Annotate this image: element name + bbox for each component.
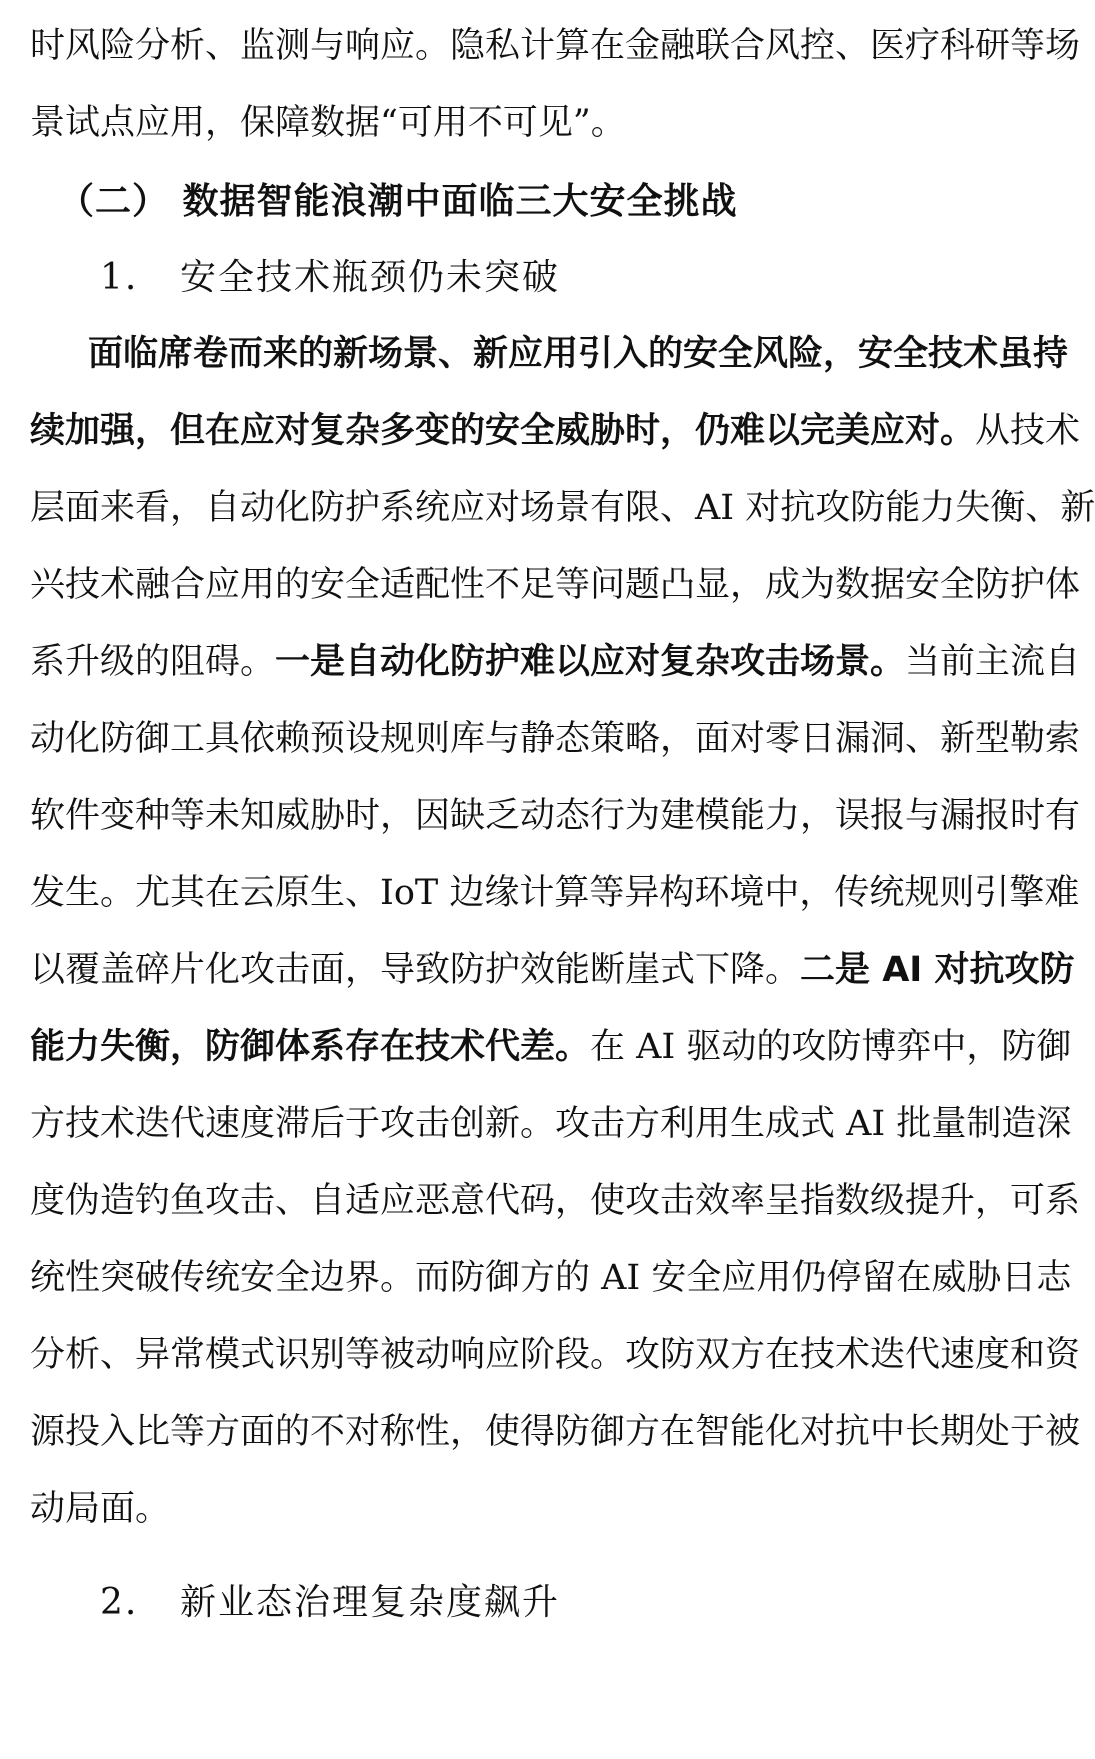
section-heading-2: （二） 数据智能浪潮中面临三大安全挑战 [58,181,738,222]
bold-text: 一是自动化防护难以应对复杂攻击场景。 [275,642,906,682]
plain-text: 当前主流自 [905,642,1081,682]
subsection-heading-1 [100,238,800,318]
intro-line-2: 景试点应用，保障数据“可用不可见”。 [30,103,626,143]
paragraph-line [30,932,1075,1009]
paragraph-line: 软件变种等未知威胁时，因缺乏动态行为建模能力，误报与漏报时有 [30,796,1081,836]
paragraph-line [30,1009,1072,1086]
plain-text: 系升级的阻碍。 [30,642,276,682]
subsection-title: 新业态治理复杂度飙升 [180,1582,561,1623]
subsection-number: 1. [100,257,139,298]
subsection-number: 2. [100,1582,139,1623]
paragraph-line: 度伪造钓鱼攻击、自适应恶意代码，使攻击效率呈指数级提升，可系 [30,1181,1081,1221]
plain-text: 在 AI 驱动的攻防博弈中，防御 [590,1027,1072,1067]
paragraph-line: 层面来看，自动化防护系统应对场景有限、AI 对抗攻防能力失衡、新 [30,488,1095,528]
paragraph-line: 动局面。 [30,1489,171,1529]
paragraph-line: 面临席卷而来的新场景、新应用引入的安全风险，安全技术虽持 [88,334,1069,374]
paragraph-line: 兴技术融合应用的安全适配性不足等问题凸显，成为数据安全防护体 [30,565,1081,605]
subsection-heading-2 [100,1563,800,1643]
bold-text: 二是 AI 对抗攻防 [800,950,1075,990]
paragraph-line: 动化防御工具依赖预设规则库与静态策略，面对零日漏洞、新型勒索 [30,719,1081,759]
paragraph-line: 发生。尤其在云原生、IoT 边缘计算等异构环境中，传统规则引擎难 [30,873,1080,913]
plain-text: 从技术 [975,411,1081,451]
paragraph-line: 统性突破传统安全边界。而防御方的 AI 安全应用仍停留在威胁日志 [30,1258,1072,1298]
paragraph-line [30,393,1081,470]
paragraph-line: 源投入比等方面的不对称性，使得防御方在智能化对抗中长期处于被 [30,1412,1081,1452]
bold-text: 续加强，但在应对复杂多变的安全威胁时，仍难以完美应对。 [30,411,976,451]
paragraph-line [30,624,1081,701]
bold-text: 能力失衡，防御体系存在技术代差。 [30,1027,591,1067]
intro-line-1: 时风险分析、监测与响应。隐私计算在金融联合风控、医疗科研等场 [30,26,1081,66]
paragraph-line: 分析、异常模式识别等被动响应阶段。攻防双方在技术迭代速度和资 [30,1335,1081,1375]
paragraph-line: 方技术迭代速度滞后于攻击创新。攻击方利用生成式 AI 批量制造深 [30,1104,1072,1144]
plain-text: 以覆盖碎片化攻击面，导致防护效能断崖式下降。 [30,950,801,990]
subsection-title: 安全技术瓶颈仍未突破 [180,257,561,298]
